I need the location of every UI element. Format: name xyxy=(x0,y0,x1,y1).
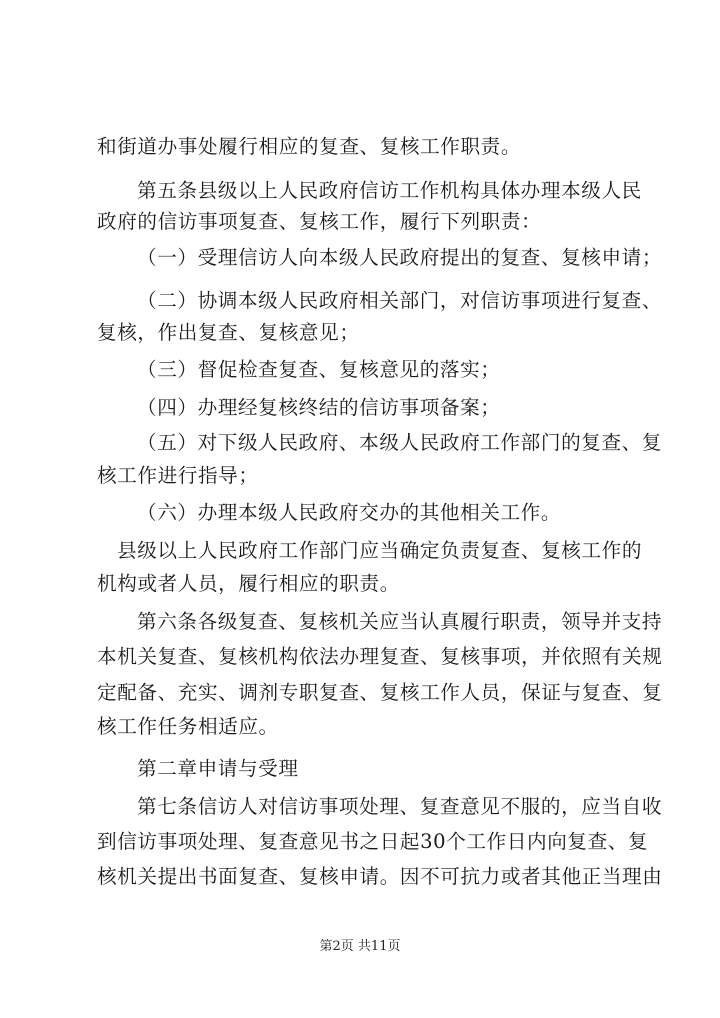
text-line: 核工作进行指导； xyxy=(97,464,259,487)
text-line: 核工作任务相适应。 xyxy=(97,715,279,738)
text-line: 第六条各级复查、复核机关应当认真履行职责，领导并支持 xyxy=(137,610,663,633)
text-line: （六）办理本级人民政府交办的其他相关工作。 xyxy=(137,501,562,524)
text-line: 第七条信访人对信访事项处理、复查意见不服的，应当自收 xyxy=(137,795,663,818)
text-line: （三）督促检查复查、复核意见的落实； xyxy=(137,358,501,381)
text-line: 本机关复查、复核机构依法办理复查、复核事项，并依照有关规 xyxy=(97,645,663,668)
section-heading: 第二章申请与受理 xyxy=(137,757,299,780)
text-line: 政府的信访事项复查、复核工作，履行下列职责： xyxy=(97,210,542,233)
text-line: （四）办理经复核终结的信访事项备案； xyxy=(137,396,501,419)
text-line: 第五条县级以上人民政府信访工作机构具体办理本级人民 xyxy=(137,179,642,202)
text-line: 定配备、充实、调剂专职复查、复核工作人员，保证与复查、复 xyxy=(97,681,663,704)
text-line: （一）受理信访人向本级人民政府提出的复查、复核申请； xyxy=(137,246,663,269)
text-line: 机构或者人员，履行相应的职责。 xyxy=(97,572,400,595)
text-line: 复核，作出复查、复核意见； xyxy=(97,321,360,344)
text-line: （五）对下级人民政府、本级人民政府工作部门的复查、复 xyxy=(137,431,663,454)
text-line: 核机关提出书面复查、复核申请。因不可抗力或者其他正当理由 xyxy=(97,865,663,888)
text-line: 县级以上人民政府工作部门应当确定负责复查、复核工作的 xyxy=(117,539,643,562)
page-number-footer: 第2页 共11页 xyxy=(319,939,401,954)
text-line: （二）协调本级人民政府相关部门，对信访事项进行复查、 xyxy=(137,289,663,312)
text-line: 到信访事项处理、复查意见书之日起30个工作日内向复查、复 xyxy=(97,830,649,853)
text-line: 和街道办事处履行相应的复查、复核工作职责。 xyxy=(97,135,522,158)
